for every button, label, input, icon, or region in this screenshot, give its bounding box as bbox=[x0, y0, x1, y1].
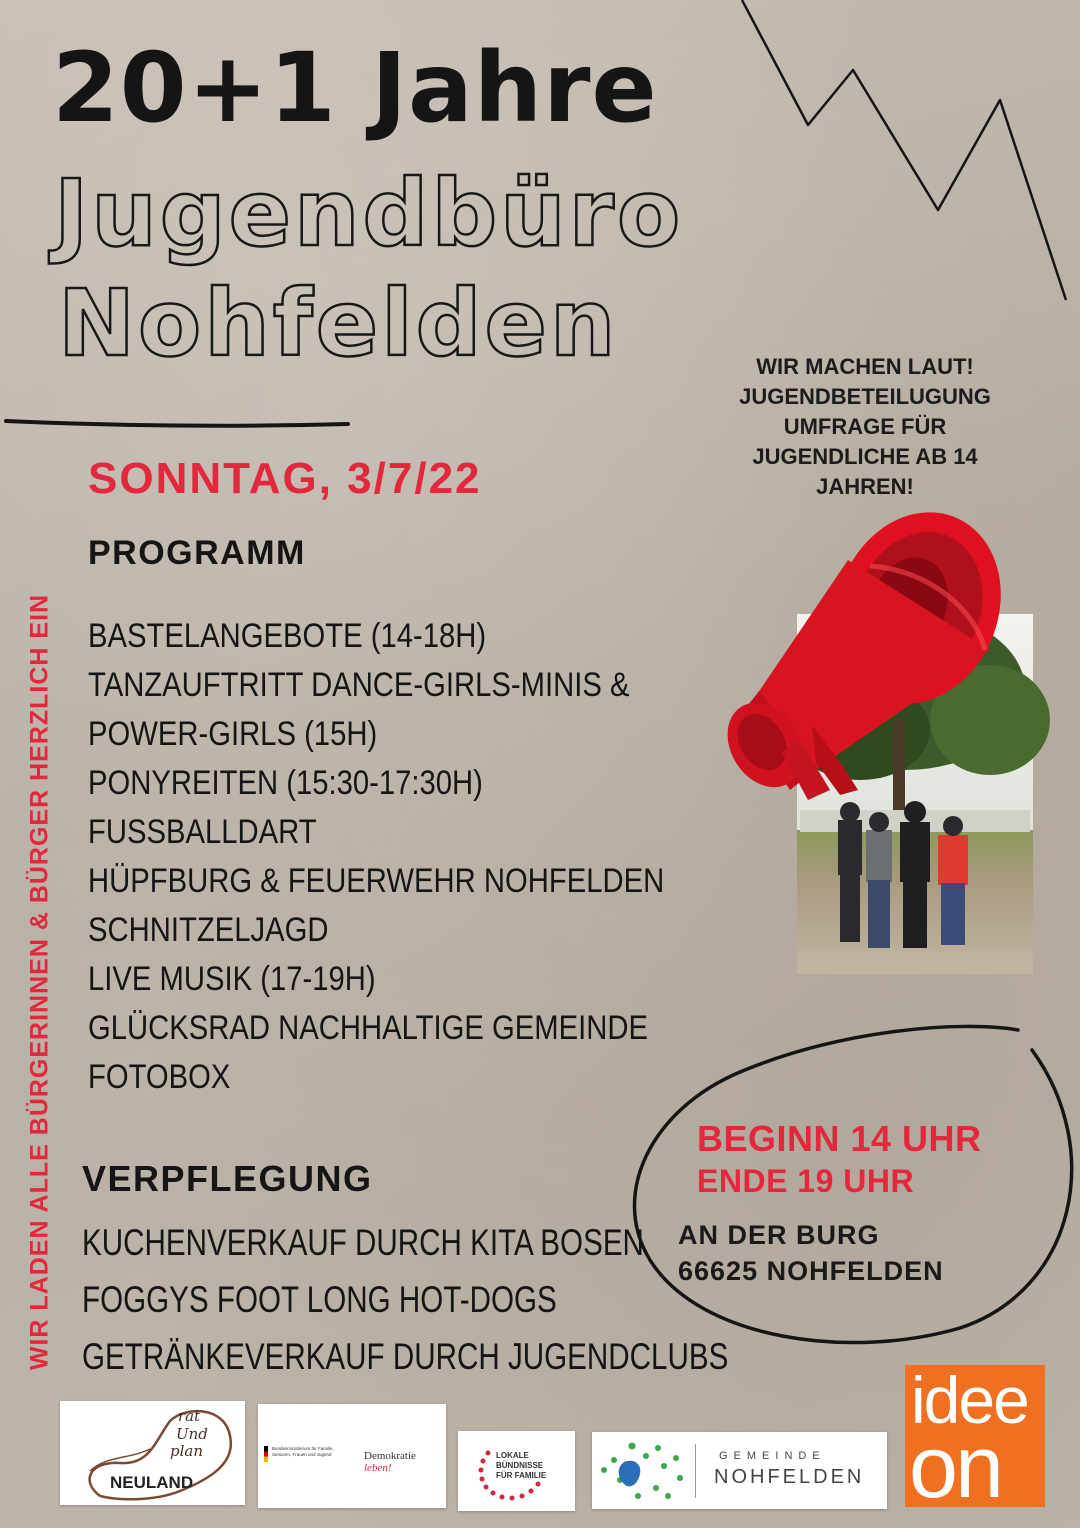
logo-gemeinde-nohfelden bbox=[592, 1432, 887, 1509]
address-city: 66625 NOHFELDEN bbox=[678, 1256, 944, 1286]
program-item: POWER-GIRLS (15H) bbox=[88, 715, 378, 753]
lokale-line-2: BÜNDNISSE bbox=[496, 1461, 544, 1470]
logo-neuland bbox=[60, 1401, 245, 1505]
food-item: FOGGYS FOOT LONG HOT-DOGS bbox=[82, 1279, 557, 1320]
program-item: HÜPFBURG & FEUERWEHR NOHFELDEN bbox=[88, 862, 665, 900]
title-line-1: 20+1 Jahre bbox=[52, 32, 658, 144]
demokratie-leben-label bbox=[364, 1450, 446, 1474]
logo-ideeon bbox=[905, 1363, 1045, 1516]
program-item: PONYREITEN (15:30-17:30H) bbox=[88, 764, 483, 802]
program-item: GLÜCKSRAD NACHHALTIGE GEMEINDE bbox=[88, 1009, 648, 1047]
title-line-3: Nohfelden bbox=[58, 270, 619, 377]
food-item: KUCHENVERKAUF DURCH KITA BOSEN bbox=[82, 1222, 644, 1263]
program-item: FOTOBOX bbox=[88, 1058, 231, 1096]
logo-lokale-buendnisse bbox=[458, 1431, 575, 1511]
callout-line: UMFRAGE FÜR bbox=[783, 414, 947, 439]
logo-bundesministerium bbox=[258, 1404, 446, 1508]
program-item: LIVE MUSIK (17-19H) bbox=[88, 960, 376, 998]
start-time: BEGINN 14 UHR bbox=[697, 1118, 982, 1159]
german-flag-icon bbox=[264, 1446, 268, 1462]
callout-line: JUGENDBETEILUGUNG bbox=[739, 384, 991, 409]
side-invitation-text: WIR LADEN ALLE BÜRGERINNEN & BÜRGER HERZLICH EIN bbox=[25, 593, 54, 1371]
ideeon-text-on: on bbox=[909, 1417, 1001, 1516]
ideeon-text-idee: idee bbox=[911, 1363, 1028, 1437]
gemeinde-dots-icon bbox=[592, 1432, 692, 1509]
lokale-line-3: FÜR FAMILIE bbox=[496, 1471, 547, 1480]
event-date: SONNTAG, 3/7/22 bbox=[88, 454, 482, 503]
neuland-text-rat: rat bbox=[178, 1407, 201, 1425]
program-item: TANZAUFTRITT DANCE-GIRLS-MINIS & bbox=[88, 666, 630, 704]
title-line-2: Jugendbüro bbox=[54, 160, 684, 267]
zigzag-line bbox=[742, 0, 1066, 300]
food-heading: VERPFLEGUNG bbox=[82, 1158, 373, 1199]
address-street: AN DER BURG bbox=[678, 1220, 880, 1250]
neuland-name: NEULAND bbox=[110, 1473, 194, 1492]
leben-word: leben! bbox=[364, 1462, 392, 1474]
divider-stroke bbox=[6, 421, 348, 426]
callout-line: WIR MACHEN LAUT! bbox=[756, 354, 974, 379]
lokale-text bbox=[496, 1451, 546, 1481]
survey-callout bbox=[680, 352, 1050, 502]
neuland-text-plan: plan bbox=[170, 1442, 204, 1460]
program-item: FUSSBALLDART bbox=[88, 813, 317, 851]
callout-line: JAHREN! bbox=[816, 474, 914, 499]
program-item: BASTELANGEBOTE (14-18H) bbox=[88, 617, 487, 655]
end-time: ENDE 19 UHR bbox=[697, 1163, 915, 1199]
gemeinde-divider bbox=[695, 1444, 696, 1498]
gemeinde-name: NOHFELDEN bbox=[714, 1466, 865, 1488]
program-heading: PROGRAMM bbox=[88, 534, 306, 572]
demokratie-word: Demokratie bbox=[364, 1450, 416, 1462]
gemeinde-label: GEMEINDE bbox=[719, 1450, 826, 1462]
callout-line: JUGENDLICHE AB 14 bbox=[752, 444, 978, 469]
food-item: GETRÄNKEVERKAUF DURCH JUGENDCLUBS bbox=[82, 1336, 729, 1377]
program-item: SCHNITZELJAGD bbox=[88, 911, 329, 949]
lokale-line-1: LOKALE bbox=[496, 1451, 529, 1460]
neuland-text-und: Und bbox=[176, 1425, 208, 1443]
program-list bbox=[88, 612, 758, 1102]
ministry-name: Bundesministerium für Familie, Senioren, Frauen und Jugend bbox=[272, 1446, 334, 1457]
